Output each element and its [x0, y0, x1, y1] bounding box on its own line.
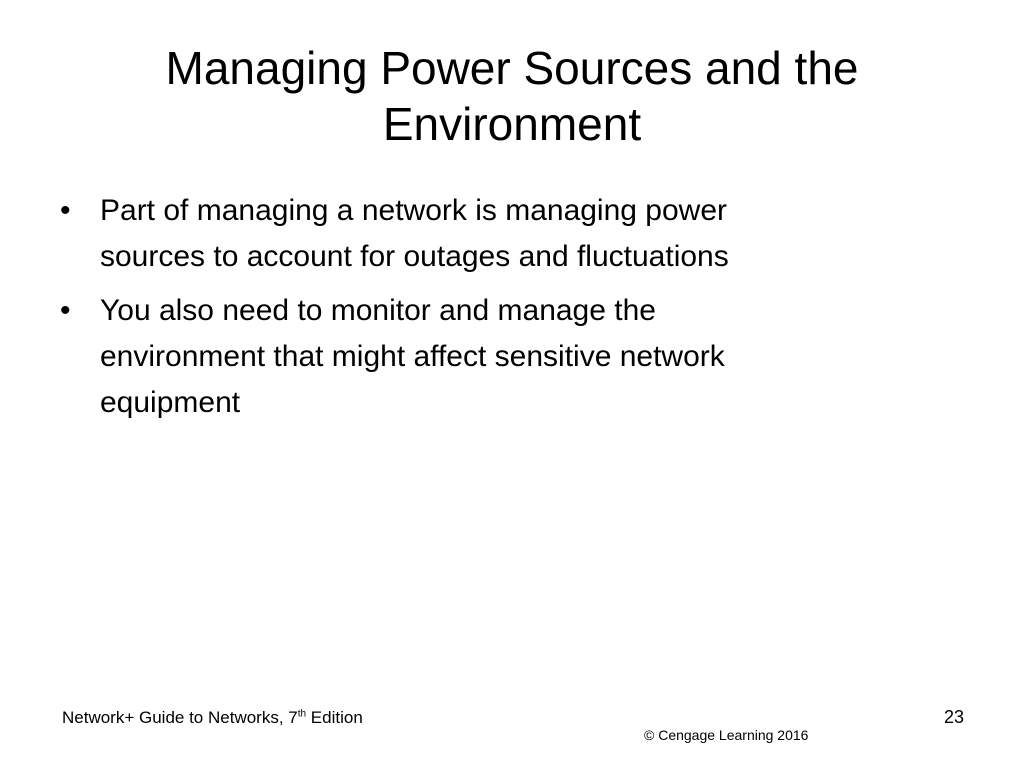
footer-edition-superscript: th: [297, 708, 307, 720]
bullet-text: [100, 188, 940, 280]
bullet-list: [60, 188, 940, 434]
bullet-marker: •: [60, 294, 71, 327]
slide-number: 23: [943, 707, 964, 727]
bullet-text: [100, 288, 940, 426]
bullet-line: equipment: [100, 386, 241, 419]
bullet-marker: •: [60, 194, 71, 227]
slide-title: [60, 40, 964, 152]
bullet-line: You also need to monitor and manage the: [100, 294, 656, 327]
bullet-line: environment that might affect sensitive network: [100, 340, 725, 373]
slide-title-line-1: Managing Power Sources and the: [165, 42, 859, 94]
bullet-line: sources to account for outages and fluctuations: [100, 240, 729, 273]
footer-edition-suffix: Edition: [306, 708, 363, 727]
bullet-item: [60, 188, 940, 280]
bullet-line: Part of managing a network is managing power: [100, 194, 728, 227]
bullet-item: [60, 288, 940, 426]
footer-book-prefix: Network+ Guide to Networks, 7: [62, 708, 298, 727]
copyright-notice: © Cengage Learning 2016: [644, 727, 809, 743]
slide-title-line-2: Environment: [382, 98, 642, 150]
footer-book-title: [62, 708, 363, 728]
